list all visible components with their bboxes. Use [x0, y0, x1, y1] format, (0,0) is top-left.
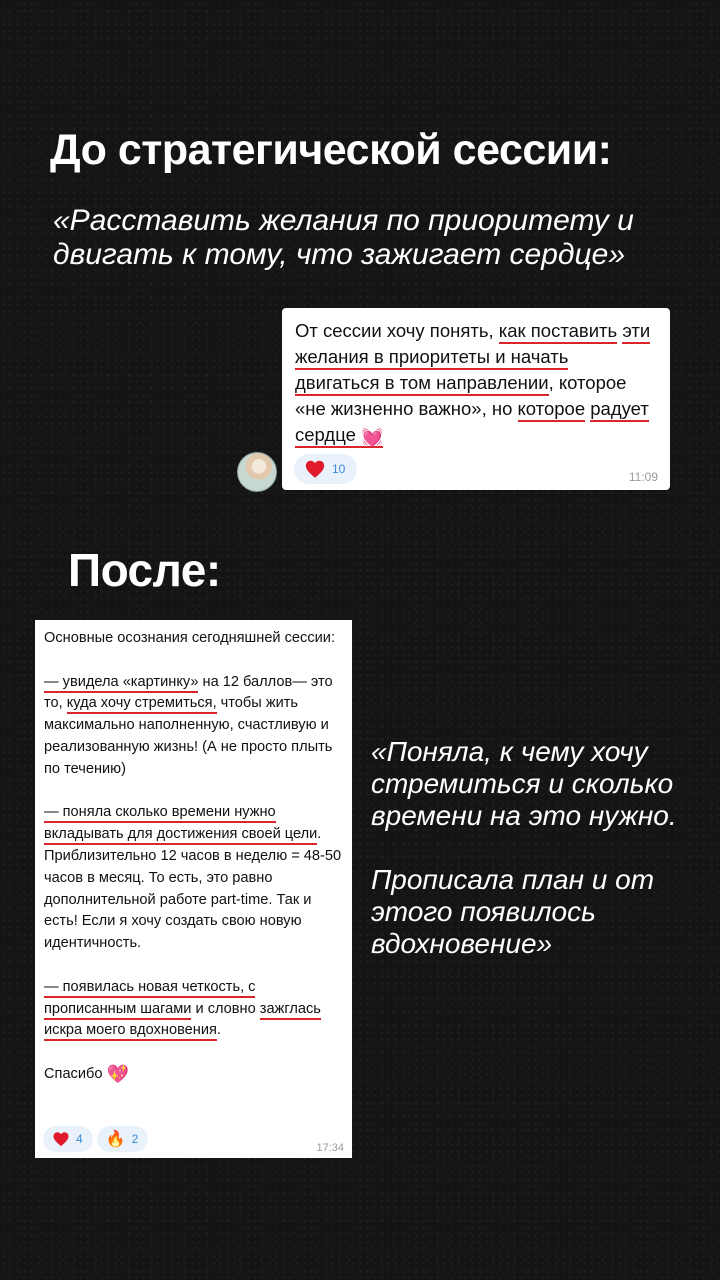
message-text-part: От сессии хочу понять,: [295, 320, 499, 341]
underlined-text-part: появилась новая четкость, с прописанным шагами: [44, 978, 256, 1017]
underlined-text: [44, 804, 317, 845]
insight-3: [44, 977, 343, 1042]
message-text-part: чтобы жить максимально наполненную, счастливую и реализованную жизнь! (А не просто плыть по течению): [44, 695, 333, 777]
underlined-text-part: увидела «картинку»: [62, 673, 199, 690]
quote-before: «Расставить желания по приоритету и двигать к тому, что зажигает сердце»: [53, 204, 634, 271]
thanks-line: [44, 1064, 343, 1086]
message-text-part: . Приблизительно 12 часов в неделю = 48-50 часов в месяц. То есть, это равно дополнительной работе part-time. Так и есть! Если я хочу создать свою новую идентичность.: [44, 826, 342, 952]
quote-after-part-1: «Поняла, к чему хочу стремиться и сколько времени на это нужно.: [371, 736, 677, 831]
beating-heart-emoji: 💓: [361, 427, 384, 447]
underlined-text: эти желания в приоритеты и начать: [295, 320, 650, 370]
underlined-text: двигаться в том направлении: [295, 372, 549, 396]
dash: —: [44, 804, 63, 821]
red-heart-icon: [304, 458, 326, 480]
message-time: 17:34: [316, 1142, 344, 1154]
reaction-count: 2: [131, 1132, 139, 1146]
dash: —: [44, 673, 63, 690]
thanks-text: Спасибо: [44, 1065, 107, 1082]
message-text-part: , которое «не жизненно важно», но: [295, 372, 627, 419]
dash: —: [44, 978, 63, 995]
reaction-heart-button[interactable]: [294, 454, 357, 484]
message-intro: Основные осознания сегодняшней сессии:: [44, 630, 336, 646]
reaction-fire-button[interactable]: [97, 1126, 149, 1152]
underlined-text: которое: [518, 398, 586, 422]
message-bubble-before: [282, 308, 670, 490]
reaction-count: 4: [76, 1132, 83, 1146]
insight-1: [44, 672, 343, 781]
heading-after: После:: [68, 544, 221, 596]
avatar[interactable]: [237, 452, 277, 492]
red-heart-icon: [52, 1130, 70, 1148]
message-bubble-after: [35, 620, 352, 1158]
sparkling-heart-emoji: 💖: [106, 1063, 129, 1084]
underlined-text: зажглась искра моего вдохновения: [44, 1001, 321, 1042]
underlined-text-part: радует сердце: [295, 398, 649, 445]
reactions-after: [43, 1126, 148, 1152]
quote-after: [371, 736, 711, 992]
heading-before: До стратегической сессии:: [50, 126, 612, 174]
fire-icon: 🔥: [105, 1131, 126, 1148]
reaction-count: 10: [332, 462, 346, 476]
message-time: 11:09: [628, 470, 658, 484]
message-text-before: [295, 318, 658, 450]
insight-2: [44, 802, 343, 955]
quote-after-part-2: Прописала план и от этого появилось вдохновение»: [371, 864, 655, 959]
underlined-text: куда хочу стремиться,: [67, 695, 217, 714]
underlined-text-part: поняла сколько времени нужно вкладывать для достижения своей цели: [44, 804, 318, 843]
message-text-after: [44, 628, 343, 1086]
underlined-text: как поставить: [499, 320, 617, 344]
message-text-part: и словно: [191, 1000, 260, 1017]
reaction-heart-button[interactable]: [43, 1126, 93, 1152]
message-text-part: .: [216, 1022, 221, 1039]
underlined-text: [44, 674, 198, 693]
message-text-part: на 12 баллов— это то,: [44, 673, 333, 712]
